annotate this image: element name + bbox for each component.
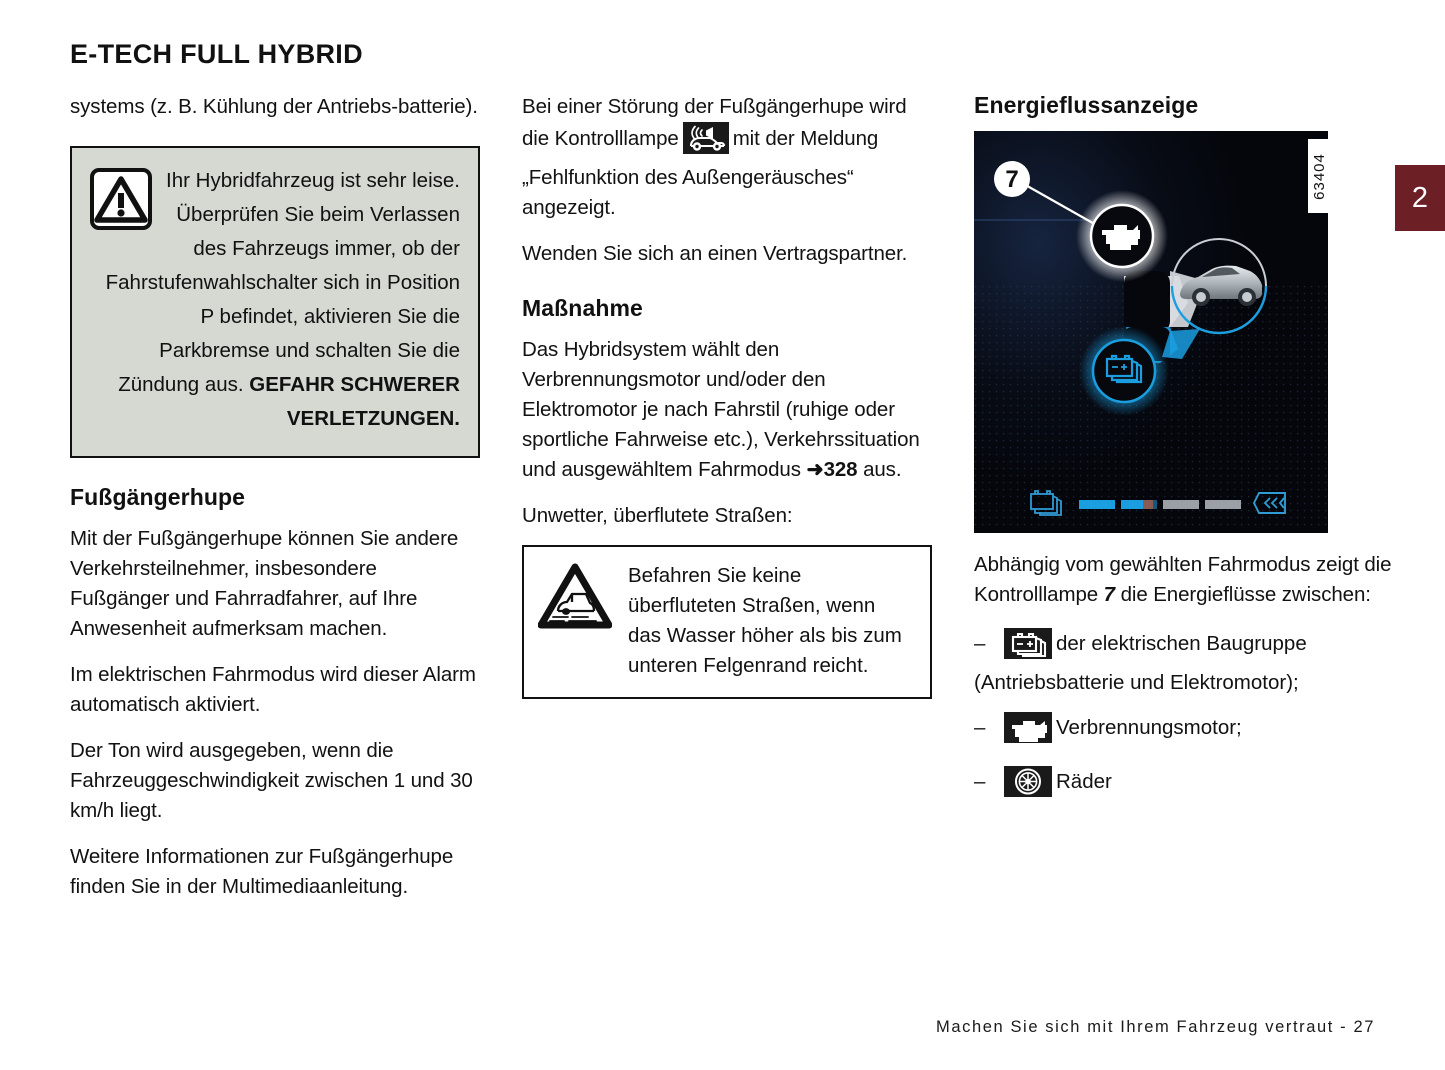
figure-reference-number: 63404 xyxy=(1308,139,1330,213)
flooded-road-triangle-icon xyxy=(538,563,612,634)
paragraph-horn-speed: Der Ton wird ausgegeben, wenn die Fahrzeuggeschwindigkeit zwischen 1 und 30 km/h liegt. xyxy=(70,739,473,822)
bullet-dash: – xyxy=(974,632,986,655)
wheel-icon xyxy=(1004,766,1052,806)
paragraph-hybrid-selection xyxy=(522,335,932,485)
energy-desc-part-2: die Energieflüsse zwischen: xyxy=(1120,583,1371,606)
heading-energy-flow: Energieflussanzeige xyxy=(974,92,1199,118)
column-one xyxy=(70,92,480,902)
combustion-engine-icon xyxy=(1004,712,1052,752)
malfunction-text-part-2: mit der Meldung „Fehlfunktion des Außengeräusches“ angezeigt. xyxy=(522,127,879,219)
energy-flow-display-image xyxy=(974,131,1328,533)
heading-measure: Maßnahme xyxy=(522,295,643,321)
paragraph-contact-dealer: Wenden Sie sich an einen Vertragspartner. xyxy=(522,242,908,265)
warning-text-bold: GEFAHR SCHWERER VERLETZUNGEN. xyxy=(249,373,460,430)
intro-paragraph: systems (z. B. Kühlung der Antriebs-batterie). xyxy=(70,95,478,118)
paragraph-energy-flow-description xyxy=(974,550,1394,610)
pedestrian-horn-icon xyxy=(683,122,729,163)
column-two xyxy=(522,92,932,699)
warning-box-quiet-vehicle xyxy=(70,146,480,458)
paragraph-weather-lead: Unwetter, überflutete Straßen: xyxy=(522,504,793,527)
column-three xyxy=(974,92,1394,820)
measure-text-part-1: Das Hybridsystem wählt den Verbrennungsmotor und/oder den Elektromotor je nach Fahrstil (ruhige oder sportliche Fahrweise etc.), Verkehrssituation und ausgewähltem Fahrmodus xyxy=(522,338,920,481)
energy-desc-part-1: Abhängig vom gewählten Fahrmodus zeigt die Kontrolllampe xyxy=(974,553,1392,606)
warning-triangle-icon xyxy=(90,168,152,235)
page-reference-number: 328 xyxy=(823,458,858,481)
paragraph-horn-purpose: Mit der Fußgängerhupe können Sie andere Verkehrsteilnehmer, insbesondere Fußgänger und Fahrradfahrer, auf Ihre Anwesenheit aufmerksam machen. xyxy=(70,527,459,640)
paragraph-horn-malfunction xyxy=(522,92,932,223)
chapter-tab[interactable]: 2 xyxy=(1395,165,1445,231)
bullet-dash: – xyxy=(974,770,986,793)
list-item-label: Räder xyxy=(1056,770,1112,793)
heading-pedestrian-horn: Fußgängerhupe xyxy=(70,484,246,510)
paragraph-horn-auto: Im elektrischen Fahrmodus wird dieser Alarm automatisch aktiviert. xyxy=(70,663,476,716)
battery-stack-icon xyxy=(1004,628,1052,668)
energy-flow-bullet-list xyxy=(974,628,1394,806)
list-item xyxy=(974,628,1394,698)
list-item xyxy=(974,712,1394,752)
measure-text-part-2: aus. xyxy=(863,458,902,481)
energy-desc-lamp-number: 7 xyxy=(1103,583,1115,606)
list-item xyxy=(974,766,1394,806)
bullet-dash: – xyxy=(974,716,986,739)
callout-number-7: 7 xyxy=(1005,166,1019,193)
page-footer: Machen Sie sich mit Ihrem Fahrzeug vertraut - 27 xyxy=(935,1018,1375,1036)
flooded-road-warning-text: Befahren Sie keine überfluteten Straßen, wenn das Wasser höher als bis zum unteren Felgenrand reicht. xyxy=(628,564,902,677)
malfunction-text-part-1: Bei einer Störung der Fußgängerhupe wird die Kontrolllampe xyxy=(522,95,907,150)
paragraph-horn-more-info: Weitere Informationen zur Fußgängerhupe finden Sie in der Multimediaanleitung. xyxy=(70,845,454,898)
warning-box-flooded-roads xyxy=(522,545,932,699)
page-title: E-TECH FULL HYBRID xyxy=(70,39,363,69)
list-item-label: Verbrennungsmotor; xyxy=(1056,716,1242,739)
energy-flow-figure xyxy=(974,131,1328,533)
list-item-label: der elektrischen Baugruppe (Antriebsbatterie und Elektromotor); xyxy=(974,632,1307,694)
warning-text-normal: Ihr Hybridfahrzeug ist sehr leise. Überprüfen Sie beim Verlassen des Fahrzeugs immer, ob der Fahrstufenwahlschalter sich in Position P befindet, aktivieren Sie die Parkbremse und schalten Sie die Zündung aus. xyxy=(105,169,460,396)
page-ref-arrow-icon: ➜ xyxy=(806,458,824,481)
